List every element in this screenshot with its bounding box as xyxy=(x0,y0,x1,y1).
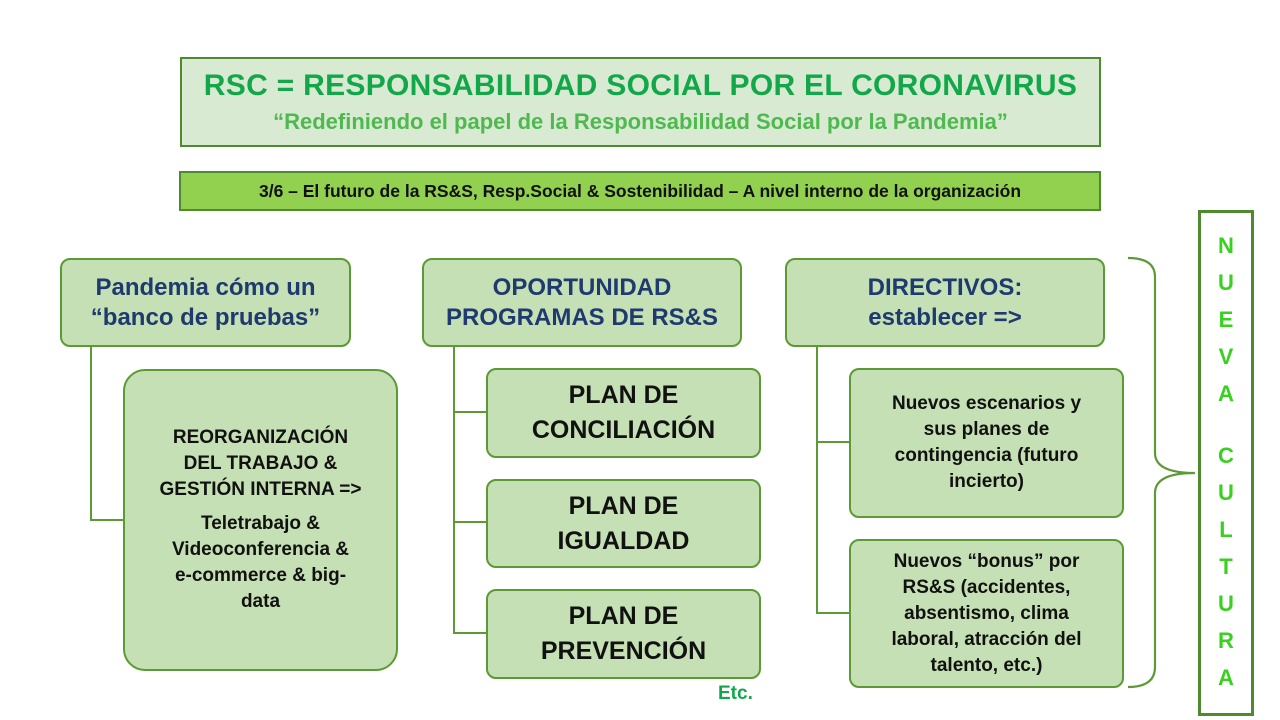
col3-child1-line1: Nuevos escenarios y xyxy=(891,393,1082,414)
col3-head-line2: establecer => xyxy=(868,303,1022,331)
side-letter: A xyxy=(1218,665,1234,690)
col3-child2-line5: talento, etc.) xyxy=(930,654,1043,676)
col3-connector-vertical xyxy=(816,347,818,614)
col2-connector-vertical xyxy=(453,347,455,634)
side-letter: N xyxy=(1218,233,1234,258)
col1-child-line5: Videoconferencia & xyxy=(171,539,350,560)
col3-head-box xyxy=(785,258,1105,347)
side-letter: L xyxy=(1219,517,1233,542)
col2-head-box xyxy=(422,258,742,347)
side-letter: T xyxy=(1219,554,1233,579)
side-letter: U xyxy=(1218,480,1234,505)
plan-igualdad-line2: IGUALDAD xyxy=(557,526,690,555)
col3-child2-line3: absentismo, clima xyxy=(904,602,1069,624)
col1-child-line3: GESTIÓN INTERNA => xyxy=(159,479,362,500)
col1-child-line1: REORGANIZACIÓN xyxy=(172,427,349,448)
plan-igualdad-box xyxy=(486,479,761,568)
plan-igualdad-line1: PLAN DE xyxy=(568,491,679,520)
col1-connector-horizontal xyxy=(90,519,124,521)
section-header: 3/6 – El futuro de la RS&S, Resp.Social & Sostenibilidad – A nivel interno de la organización xyxy=(179,171,1101,211)
page-subtitle: “Redefiniendo el papel de la Responsabilidad Social por la Pandemia” xyxy=(273,109,1008,134)
col3-child2-line1: Nuevos “bonus” por xyxy=(893,550,1080,572)
plan-conciliacion-box xyxy=(486,368,761,458)
col1-child-line6: e-commerce & big- xyxy=(174,565,347,586)
col3-child2-box xyxy=(849,539,1124,688)
side-letter: R xyxy=(1218,628,1234,653)
col3-connector-2 xyxy=(816,612,850,614)
plan-prevencion-line2: PREVENCIÓN xyxy=(540,637,707,665)
right-brace xyxy=(1120,255,1200,690)
col3-head-line1: DIRECTIVOS: xyxy=(867,273,1023,301)
title-box xyxy=(180,57,1101,147)
col1-child-line4: Teletrabajo & xyxy=(201,513,320,534)
col1-head-box xyxy=(60,258,351,347)
side-letter: V xyxy=(1218,344,1234,369)
col3-child1-box xyxy=(849,368,1124,518)
plan-prevencion-line1: PLAN DE xyxy=(568,602,679,630)
col3-connector-1 xyxy=(816,441,850,443)
side-letter: C xyxy=(1218,443,1234,468)
plan-conciliacion-line2: CONCILIACIÓN xyxy=(531,416,716,444)
col1-head-line1: Pandemia cómo un xyxy=(95,273,316,301)
side-letter: A xyxy=(1218,381,1234,406)
plan-prevencion-box xyxy=(486,589,761,679)
col1-child-line2: DEL TRABAJO & xyxy=(183,453,338,474)
plan-conciliacion-line1: PLAN DE xyxy=(568,381,679,409)
col2-connector-3 xyxy=(453,632,487,634)
col1-head-line2: “banco de pruebas” xyxy=(90,303,321,331)
col2-head-line2: PROGRAMAS DE RS&S xyxy=(445,303,719,331)
col2-connector-1 xyxy=(453,411,487,413)
etc-label: Etc. xyxy=(718,683,753,704)
col3-child2-line2: RS&S (accidentes, xyxy=(902,576,1071,598)
col3-child1-line4: incierto) xyxy=(949,471,1024,492)
side-letter: U xyxy=(1218,270,1234,295)
col3-child1-line2: sus planes de xyxy=(923,419,1050,440)
side-letter: E xyxy=(1218,307,1234,332)
col3-child2-line4: laboral, atracción del xyxy=(891,628,1082,650)
col1-child-line7: data xyxy=(240,591,281,612)
col1-child-box xyxy=(123,369,398,671)
col1-connector-vertical xyxy=(90,347,92,521)
side-letter: U xyxy=(1218,591,1234,616)
col3-child1-line3: contingencia (futuro xyxy=(894,445,1079,466)
page-title: RSC = RESPONSABILIDAD SOCIAL POR EL CORONAVIRUS xyxy=(203,69,1078,102)
col2-connector-2 xyxy=(453,521,487,523)
col2-head-line1: OPORTUNIDAD xyxy=(492,273,672,301)
nueva-cultura-box xyxy=(1198,210,1254,716)
